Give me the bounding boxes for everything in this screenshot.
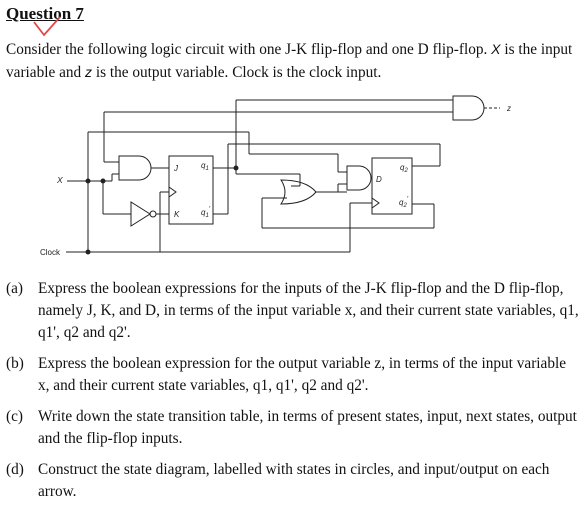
not-gate-k: [131, 202, 150, 226]
clock-label: Clock: [40, 248, 61, 257]
input-x-label: X: [57, 175, 63, 185]
intro-text-2: is the input variable and: [6, 41, 573, 81]
and-gate-z: [453, 96, 484, 120]
svg-text:q2': [399, 196, 409, 209]
jk-q-label: q: [201, 161, 206, 170]
intro-var-x: X: [491, 41, 501, 57]
svg-text:q1: [201, 161, 209, 172]
d-clock-triangle: [372, 198, 379, 208]
jk-j-label: J: [174, 164, 178, 173]
intro-var-z: z: [85, 64, 92, 80]
d-q-sub: 2: [404, 168, 408, 174]
d-d-label: D: [376, 175, 382, 184]
part-label: (d): [6, 461, 24, 478]
jk-qn-prime: ': [208, 206, 211, 213]
svg-text:q1': [201, 206, 211, 219]
jk-k-label: K: [174, 210, 180, 219]
clock-junction: [86, 250, 90, 254]
d-qn-sub: 2: [403, 203, 407, 209]
intro-text-1: Consider the following logic circuit with one J-K flip-flop and one D flip-flop.: [6, 41, 492, 58]
part-text: Express the boolean expression for the output variable z, in terms of the input variable x, and their current state variables, q1, q1', q2 and q2'.: [38, 355, 567, 394]
d-q-label: q: [400, 163, 405, 172]
jk-clock-triangle: [169, 187, 176, 197]
question-intro: [6, 38, 580, 84]
part-label: (a): [6, 280, 23, 297]
jk-qn-sub: 1: [205, 213, 209, 219]
logic-circuit-diagram: [0, 92, 586, 272]
part-c: [6, 406, 580, 450]
part-text: Write down the state transition table, in terms of present states, input, next states, output and the flip-flop inputs.: [38, 408, 577, 447]
d-qn-prime: ': [406, 196, 409, 203]
jk-qn-label: q: [201, 208, 206, 217]
or-gate: [281, 180, 316, 204]
and-gate-j: [119, 156, 151, 180]
question-parts: [6, 278, 580, 512]
part-text: Express the boolean expressions for the inputs of the J-K flip-flop and the D flip-flop, namely J, K, and D, in terms of the input variable x, and their current state variables, q1, q1', q2 and q2'.: [38, 280, 579, 341]
and-gate-d: [347, 166, 371, 190]
checkmark-icon: [32, 16, 62, 38]
question-title: Question 7: [6, 4, 84, 23]
d-qn-label: q: [399, 198, 404, 207]
intro-text-3: is the output variable. Clock is the clock input.: [92, 64, 382, 81]
part-b: [6, 353, 580, 397]
jk-q-sub: 1: [205, 166, 209, 172]
part-label: (b): [6, 355, 24, 372]
part-d: [6, 459, 580, 503]
svg-text:q2: [400, 163, 408, 174]
output-z-label: z: [507, 104, 511, 113]
part-a: [6, 278, 580, 344]
part-text: Construct the state diagram, labelled with states in circles, and input/output on each arrow.: [38, 461, 550, 500]
part-label: (c): [6, 408, 23, 425]
